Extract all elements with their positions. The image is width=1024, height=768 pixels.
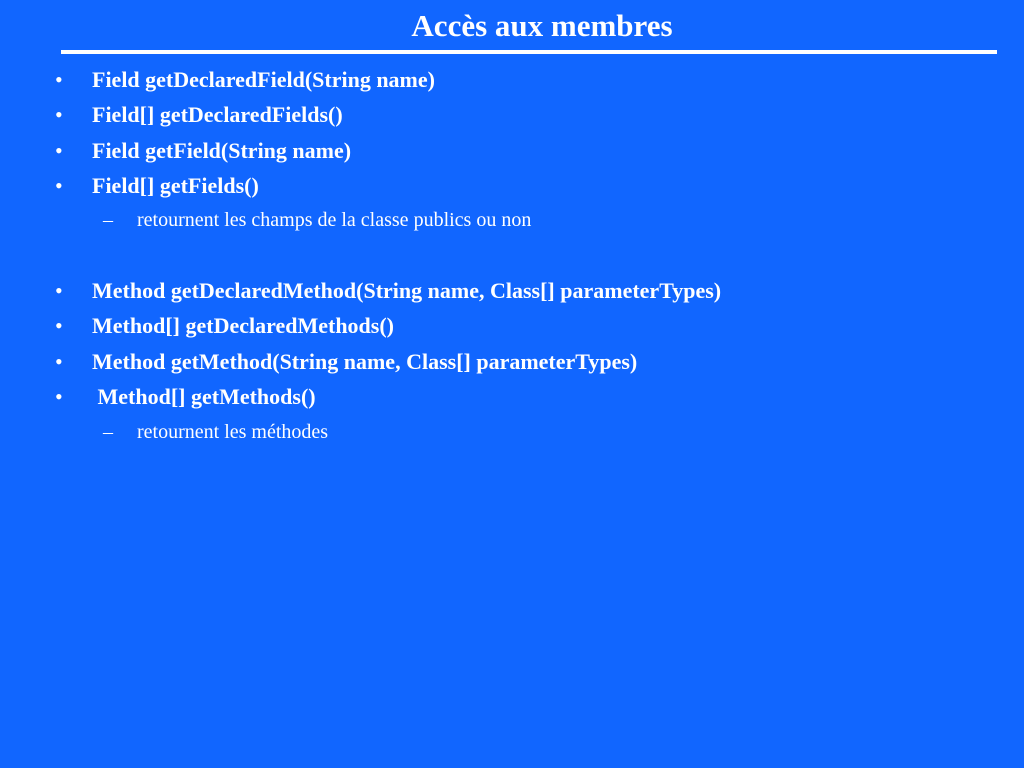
bullet-icon: • [55, 138, 63, 163]
bullet-icon: • [55, 384, 63, 409]
bullet-icon: • [55, 102, 63, 127]
bullet-icon: • [55, 313, 63, 338]
bullet-icon: • [55, 67, 63, 92]
sub-list-item-text: retournent les champs de la classe publics ou non [137, 209, 532, 231]
list-item-text: Field[] getFields() [92, 173, 259, 198]
bullet-icon: • [55, 278, 63, 303]
dash-icon: – [103, 421, 113, 443]
bullet-icon: • [55, 349, 63, 374]
list-item-text: Method getMethod(String name, Class[] parameterTypes) [92, 349, 638, 374]
slide-title: Accès aux membres [411, 8, 673, 43]
list-item-text: Method getDeclaredMethod(String name, Class[] parameterTypes) [92, 278, 722, 303]
bullet-icon: • [55, 173, 63, 198]
sub-list-item-text: retournent les méthodes [137, 421, 329, 443]
list-item-text: Field getField(String name) [92, 138, 352, 163]
list-item-text: Method[] getMethods() [92, 384, 316, 409]
dash-icon: – [103, 209, 113, 231]
list-item-text: Method[] getDeclaredMethods() [92, 313, 395, 338]
list-item-text: Field[] getDeclaredFields() [92, 102, 343, 127]
list-item-text: Field getDeclaredField(String name) [92, 67, 435, 92]
